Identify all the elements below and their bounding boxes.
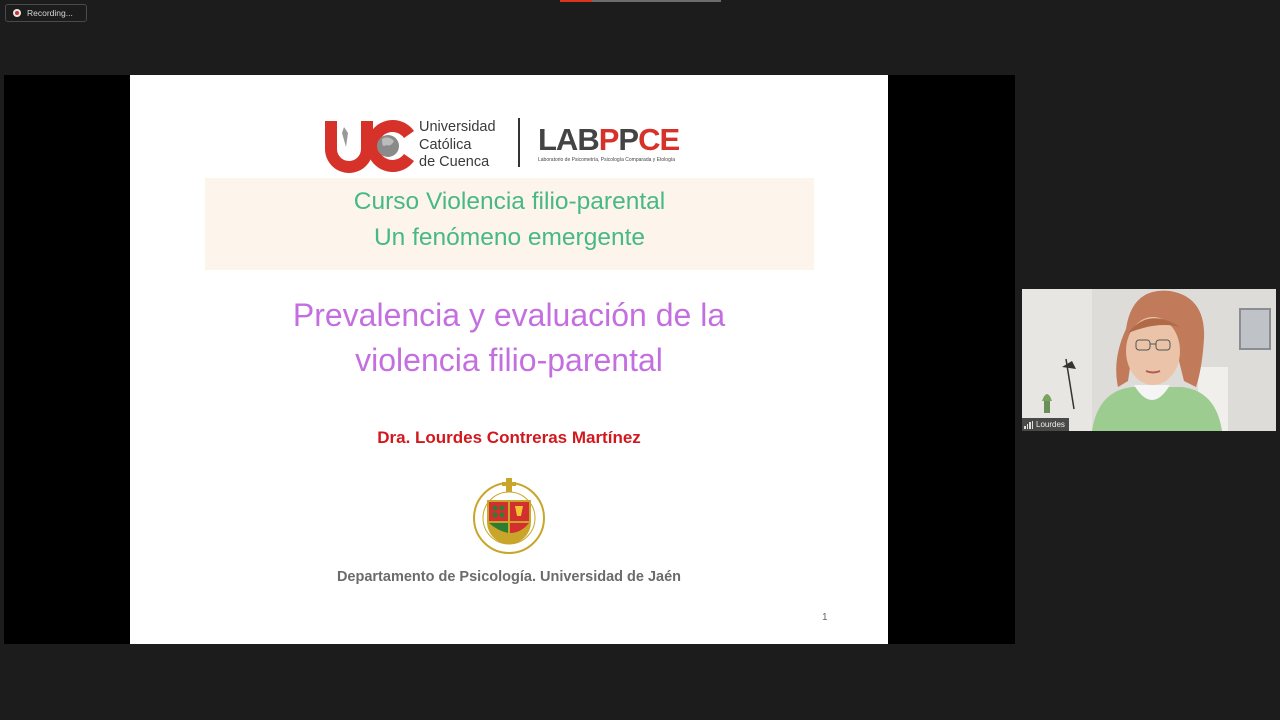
slide-number: 1 — [822, 612, 828, 623]
recording-label: Recording... — [27, 8, 73, 18]
author-name: Dra. Lourdes Contreras Martínez — [377, 428, 641, 447]
signal-strength-icon — [1024, 421, 1033, 429]
course-subtitle: Un fenómeno emergente — [373, 224, 646, 251]
participant-video[interactable] — [1022, 289, 1276, 431]
ucacue-logo-icon — [322, 117, 418, 173]
course-title: Curso Violencia filio-parental — [353, 188, 666, 215]
record-icon — [13, 9, 21, 17]
university-seal-icon — [471, 478, 547, 554]
presentation-slide — [130, 75, 888, 644]
participant-video-frame — [1022, 289, 1276, 431]
course-title-box — [205, 178, 814, 270]
participant-name-badge — [1022, 418, 1069, 431]
logo-divider — [518, 118, 520, 167]
slide-title: Prevalencia y evaluación de la violencia filio-parental — [292, 297, 726, 378]
department-name: Departamento de Psicología. Universidad de Jaén — [336, 569, 682, 585]
screen-share-indicator — [560, 0, 721, 2]
participant-name: Lourdes — [1036, 420, 1065, 429]
recording-indicator[interactable] — [5, 4, 87, 22]
university-name: Universidad Católica de Cuenca — [419, 119, 496, 170]
labppce-logo: LABPPCE — [538, 122, 680, 157]
lab-subtitle: Laboratorio de Psicometría, Psicología Comparada y Etología — [538, 157, 676, 163]
